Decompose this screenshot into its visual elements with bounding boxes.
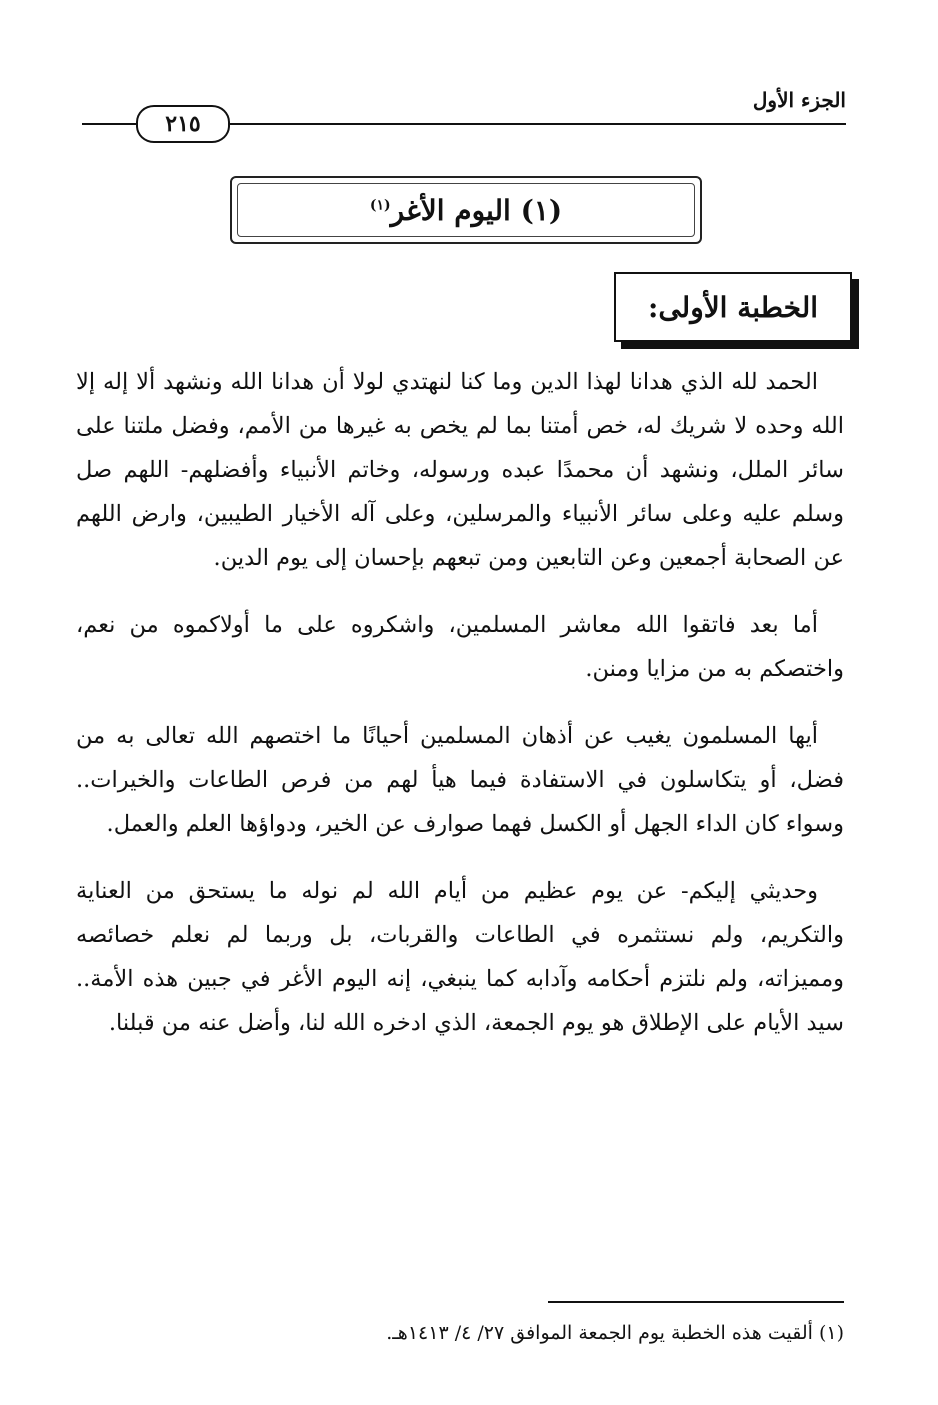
title-footnote-marker[interactable]: (١): [369, 197, 391, 214]
sermon-title-text: (١) اليوم الأغر: [390, 193, 563, 227]
footnote: (١) ألقيت هذه الخطبة يوم الجمعة الموافق ٢٧/ ٤/ ١٤١٣هـ.: [386, 1322, 844, 1344]
section-label-box: [614, 272, 852, 342]
sermon-title-frame: [230, 176, 702, 244]
paragraph-2: أما بعد فاتقوا الله معاشر المسلمين، واشكروه على ما أولاكموه من نعم، واختصكم به من مزايا ومنن.: [76, 612, 844, 682]
paragraph-4: وحديثي إليكم- عن يوم عظيم من أيام الله لم نوله ما يستحق من العناية والتكريم، ولم نستثمره في الطاعات والقربات، بل وربما لم نعلم خصائصه ومميزاته، ولم نلتزم أحكامه وآدابه كما ينبغي، إنه اليوم الأغر في جبين هذه الأمة.. سيد الأيام على الإطلاق هو يوم الجمعة، الذي ادخره الله لنا، وأضل عنه من قبلنا.: [76, 878, 844, 1036]
running-head-title: الجزء الأول: [752, 88, 846, 112]
section-label: الخطبة الأولى:: [647, 290, 819, 324]
paragraph-1: الحمد لله الذي هدانا لهذا الدين وما كنا لنهتدي لولا أن هدانا الله ونشهد ألا إله إلا الله وحده لا شريك له، خص أمتنا بما لم يخص به غيرها من الأمم، وفضل ملتنا على سائر الملل، ونشهد أن محمدًا عبده ورسوله، وخاتم الأنبياء وأفضلهم- اللهم صل وسلم عليه وعلى سائر الأنبياء والمرسلين، وعلى آله الأخيار الطيبين، وارض اللهم عن الصحابة أجمعين وعن التابعين ومن تبعهم بإحسان إلى يوم الدين.: [76, 369, 844, 571]
footnote-rule: [548, 1301, 844, 1303]
paragraph-3: أيها المسلمون يغيب عن أذهان المسلمين أحيانًا ما اختصهم الله تعالى به من فضل، أو يتكاسلون في الاستفادة فيما هيأ لهم من فرص الطاعات والخيرات.. وسواء كان الداء الجهل أو الكسل فهما صوارف عن الخير، ودواؤها العلم والعمل.: [76, 723, 844, 837]
sermon-title: [370, 194, 562, 227]
page-number-badge: ٢١٥: [136, 105, 230, 143]
sermon-body: [76, 360, 844, 1045]
